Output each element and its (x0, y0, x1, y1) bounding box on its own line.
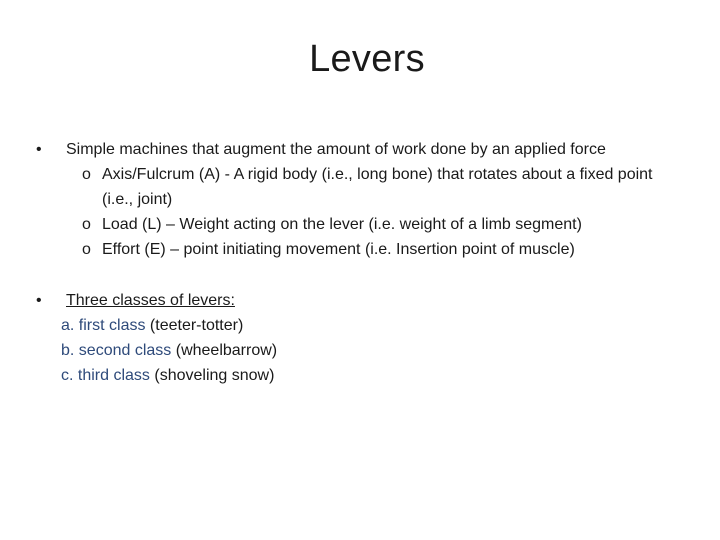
bullet-text: Simple machines that augment the amount of work done by an applied force (66, 141, 606, 158)
slide-title: Levers (309, 38, 425, 80)
lever-class-label: b. second class (61, 342, 172, 359)
lever-class-label: a. first class (61, 317, 146, 334)
bullet-marker: • (36, 141, 42, 158)
bullet-simple-machines (36, 137, 656, 162)
sub-bullet-text: Axis/Fulcrum (A) - A rigid body (i.e., long bone) that rotates about a fixed point (i.e., joint) (102, 166, 653, 208)
lever-class-example: (wheelbarrow) (175, 342, 278, 359)
sub-bullet-text: Effort (E) – point initiating movement (i.e. Insertion point of muscle) (102, 241, 575, 258)
sub-bullet-axis-fulcrum (36, 162, 656, 212)
sub-bullet-effort (36, 237, 656, 262)
slide-body (36, 137, 656, 388)
sub-bullet-marker: o (82, 241, 91, 258)
sub-bullet-marker: o (82, 216, 91, 233)
lever-class-label: c. third class (61, 367, 150, 384)
sub-bullet-load (36, 212, 656, 237)
lever-class-first (36, 313, 656, 338)
sub-bullet-marker: o (82, 166, 91, 183)
bullet-text: Three classes of levers: (66, 292, 235, 309)
bullet-marker: • (36, 292, 42, 309)
lever-class-third (36, 363, 656, 388)
bullet-three-classes (36, 288, 656, 313)
lever-class-example: (shoveling snow) (154, 367, 275, 384)
lever-class-second (36, 338, 656, 363)
sub-bullet-text: Load (L) – Weight acting on the lever (i.e. weight of a limb segment) (102, 216, 582, 233)
lever-class-example: (teeter-totter) (149, 317, 244, 334)
spacer (36, 262, 656, 288)
